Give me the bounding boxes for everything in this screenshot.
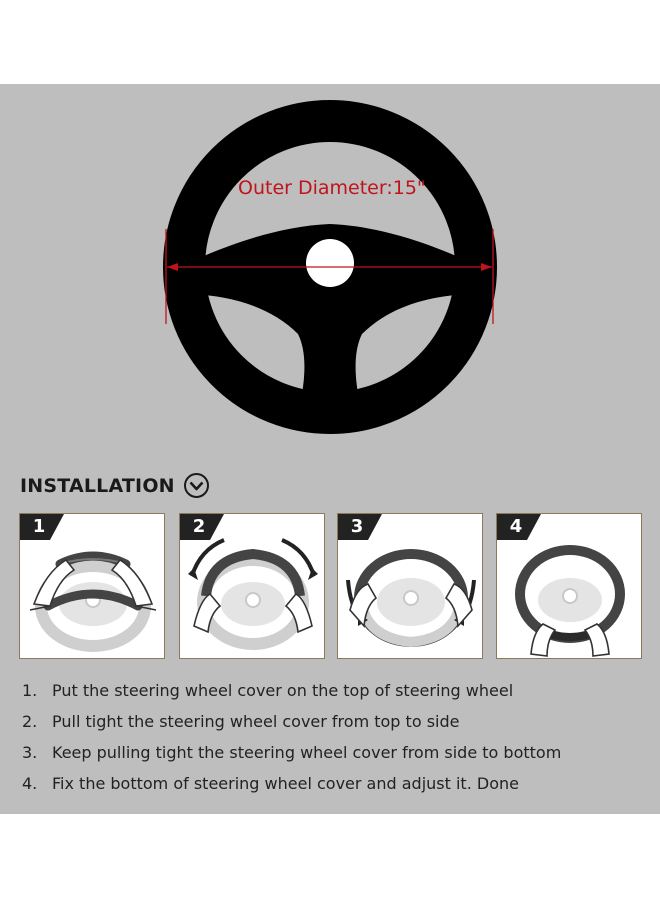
- step-card-1: [19, 513, 165, 659]
- step-1-number: 1: [32, 516, 46, 537]
- step-item: [22, 774, 561, 805]
- steering-wheel-diagram: [0, 84, 660, 464]
- chevron-down-circle-icon: [183, 472, 210, 499]
- step-item-number: 4.: [22, 774, 38, 793]
- step-4-number: 4: [509, 516, 523, 537]
- step-item: [22, 681, 561, 712]
- step-item-text: Put the steering wheel cover on the top of steering wheel: [52, 681, 514, 700]
- step-card-4: [496, 513, 642, 659]
- step-item-number: 2.: [22, 712, 38, 731]
- step-3-number: 3: [350, 516, 364, 537]
- step-item-number: 3.: [22, 743, 38, 762]
- step-item: [22, 712, 561, 743]
- outer-diameter-label: Outer Diameter:15": [238, 177, 426, 199]
- step-card-3: [337, 513, 483, 659]
- step-item: [22, 743, 561, 774]
- step-item-text: Pull tight the steering wheel cover from top to side: [52, 712, 460, 731]
- installation-steps-list: [22, 681, 561, 805]
- step-card-2: [179, 513, 325, 659]
- wheel-hub: [306, 239, 354, 287]
- steering-wheel-illustration: [0, 84, 660, 464]
- step-item-text: Keep pulling tight the steering wheel cover from side to bottom: [52, 743, 562, 762]
- step-item-text: Fix the bottom of steering wheel cover and adjust it. Done: [52, 774, 519, 793]
- installation-heading: INSTALLATION: [20, 475, 175, 497]
- product-panel: [0, 84, 660, 814]
- step-2-number: 2: [192, 516, 206, 537]
- step-item-number: 1.: [22, 681, 38, 700]
